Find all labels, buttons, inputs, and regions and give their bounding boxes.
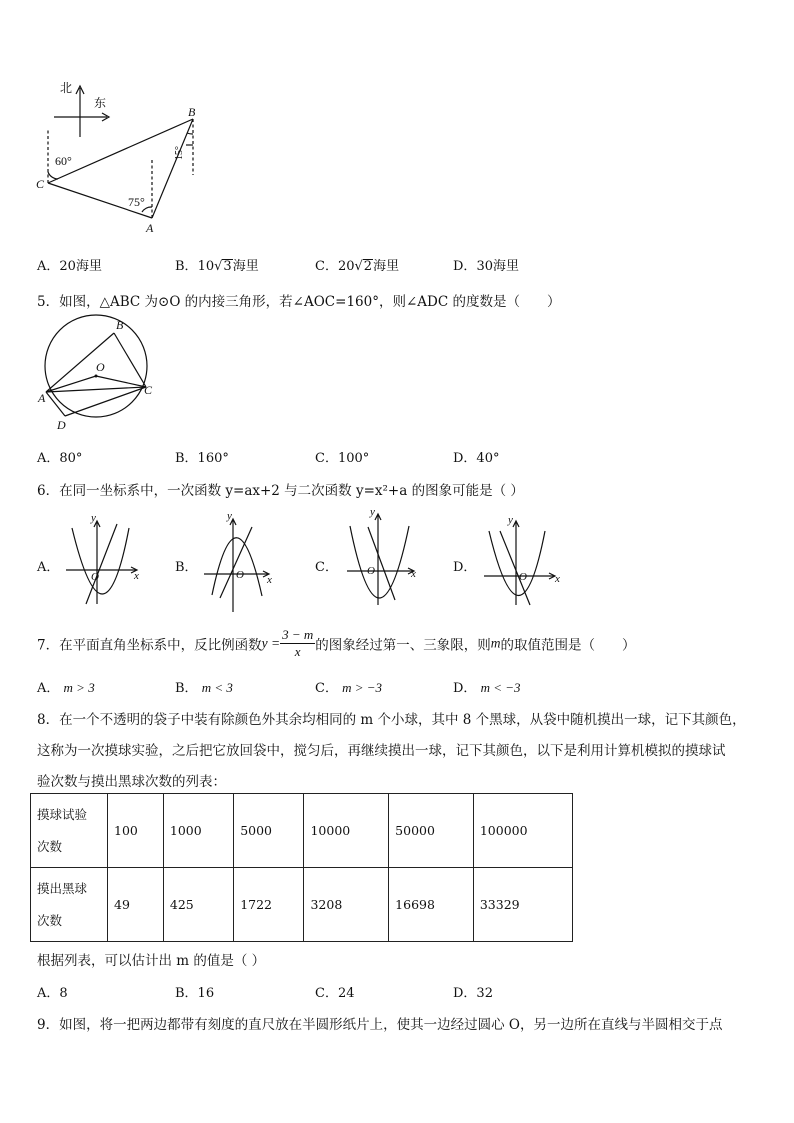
graph-b-y-label: y (227, 510, 232, 522)
graph-b-x-label: x (267, 574, 272, 586)
q8-data-table (30, 793, 573, 942)
east-label: 东 (94, 96, 107, 110)
graph-d-y-label: y (508, 514, 513, 526)
circle-point-d: D (57, 418, 66, 432)
table-cell: 425 (163, 868, 233, 942)
point-b-label: B (188, 105, 196, 119)
table-row (31, 868, 573, 942)
q8-after-table: 根据列表，可以估计出 m 的值是（ ） (37, 953, 266, 969)
sqrt-icon: √ (214, 259, 223, 274)
q8-option-c[interactable]: C．24 (315, 986, 355, 1001)
table-cell: 1000 (163, 794, 233, 868)
q7-option-b[interactable]: B． m < 3 (175, 680, 233, 696)
table-cell: 100 (108, 794, 164, 868)
q8-option-b[interactable]: B．16 (175, 986, 215, 1001)
graph-c-origin: O (367, 565, 375, 577)
q5-option-d[interactable]: D．40° (453, 451, 500, 466)
circle-point-a: A (38, 391, 46, 405)
graph-d-x-label: x (555, 573, 560, 585)
table-row (31, 794, 573, 868)
table-cell: 1722 (234, 868, 304, 942)
table-cell: 50000 (389, 794, 474, 868)
q6-option-d[interactable]: D． (453, 560, 477, 575)
graph-d-origin: O (519, 571, 527, 583)
q4-option-a[interactable]: A．20海里 (37, 259, 102, 274)
q5-option-a[interactable]: A．80° (37, 451, 83, 466)
point-c-label: C (36, 177, 45, 191)
q8-option-a[interactable]: A．8 (37, 986, 68, 1001)
q8-stem-line1: 8．在一个不透明的袋子中装有除颜色外其余均相同的 m 个小球，其中 8 个黑球，从袋中随机摸出一球，记下其颜色， (37, 712, 746, 728)
table-cell: 10000 (304, 794, 389, 868)
point-a-label: A (146, 221, 154, 235)
q4-option-b[interactable]: B．10√3海里 (175, 259, 259, 274)
q8-option-d[interactable]: D．32 (453, 986, 493, 1001)
table-cell: 49 (108, 868, 164, 942)
q6-option-c[interactable]: C． (315, 560, 338, 575)
q8-stem-line3: 验次数与摸出黑球次数的列表： (37, 774, 226, 790)
table-cell: 33329 (473, 868, 572, 942)
table-cell: 5000 (234, 794, 304, 868)
q7-option-d[interactable]: D． m < −3 (453, 680, 521, 696)
angle-15-label: 15° (174, 146, 185, 160)
north-label: 北 (60, 81, 73, 95)
q4-option-c[interactable]: C．20√2海里 (315, 259, 400, 274)
sqrt-icon: √ (354, 259, 363, 274)
q6-stem: 6．在同一坐标系中，一次函数 y=ax+2 与二次函数 y=x²+a 的图象可能是（ ） (37, 483, 524, 499)
table-row-header: 摸球试验 次数 (31, 794, 108, 868)
q5-option-b[interactable]: B．160° (175, 451, 229, 466)
circle-point-b: B (116, 318, 124, 332)
q7-option-a[interactable]: A． m > 3 (37, 680, 95, 696)
circle-point-c: C (144, 383, 153, 397)
table-cell: 100000 (473, 794, 572, 868)
graph-a-x-label: x (134, 570, 139, 582)
q5-stem: 5．如图，△ABC 为⊙O 的内接三角形，若∠AOC=160°，则∠ADC 的度数是（ ） (37, 294, 561, 310)
table-cell: 16698 (389, 868, 474, 942)
q5-option-c[interactable]: C．100° (315, 451, 370, 466)
table-row-header: 摸出黑球 次数 (31, 868, 108, 942)
graph-c-y-label: y (370, 506, 375, 518)
q7-option-c[interactable]: C． m > −3 (315, 680, 383, 696)
q9-stem: 9．如图，将一把两边都带有刻度的直尺放在半圆形纸片上，使其一边经过圆心 O，另一边所在直线与半圆相交于点 (37, 1017, 723, 1033)
q4-option-d[interactable]: D．30海里 (453, 259, 519, 274)
graph-b-origin: O (236, 569, 244, 581)
angle-75-label: 75° (128, 195, 145, 209)
graph-c-x-label: x (411, 568, 416, 580)
q6-option-a[interactable]: A． (37, 560, 60, 575)
circle-center-o: O (96, 360, 105, 374)
table-cell: 3208 (304, 868, 389, 942)
graph-a-y-label: y (91, 512, 96, 524)
q7-fraction: $\frac{3 - m}{x}$ (282, 627, 314, 659)
angle-60-label: 60° (55, 154, 72, 168)
q7-stem: 7．在平面直角坐标系中，反比例函数y = $\frac{3 - m}{x}$ 的图象经过第一、三象限，则m的取值范围是（ ） (37, 627, 636, 659)
graph-a-origin: O (91, 571, 99, 583)
q8-stem-line2: 这称为一次摸球实验，之后把它放回袋中，搅匀后，再继续摸出一球，记下其颜色，以下是利用计算机模拟的摸球试 (37, 743, 726, 759)
q6-option-b[interactable]: B． (175, 560, 198, 575)
